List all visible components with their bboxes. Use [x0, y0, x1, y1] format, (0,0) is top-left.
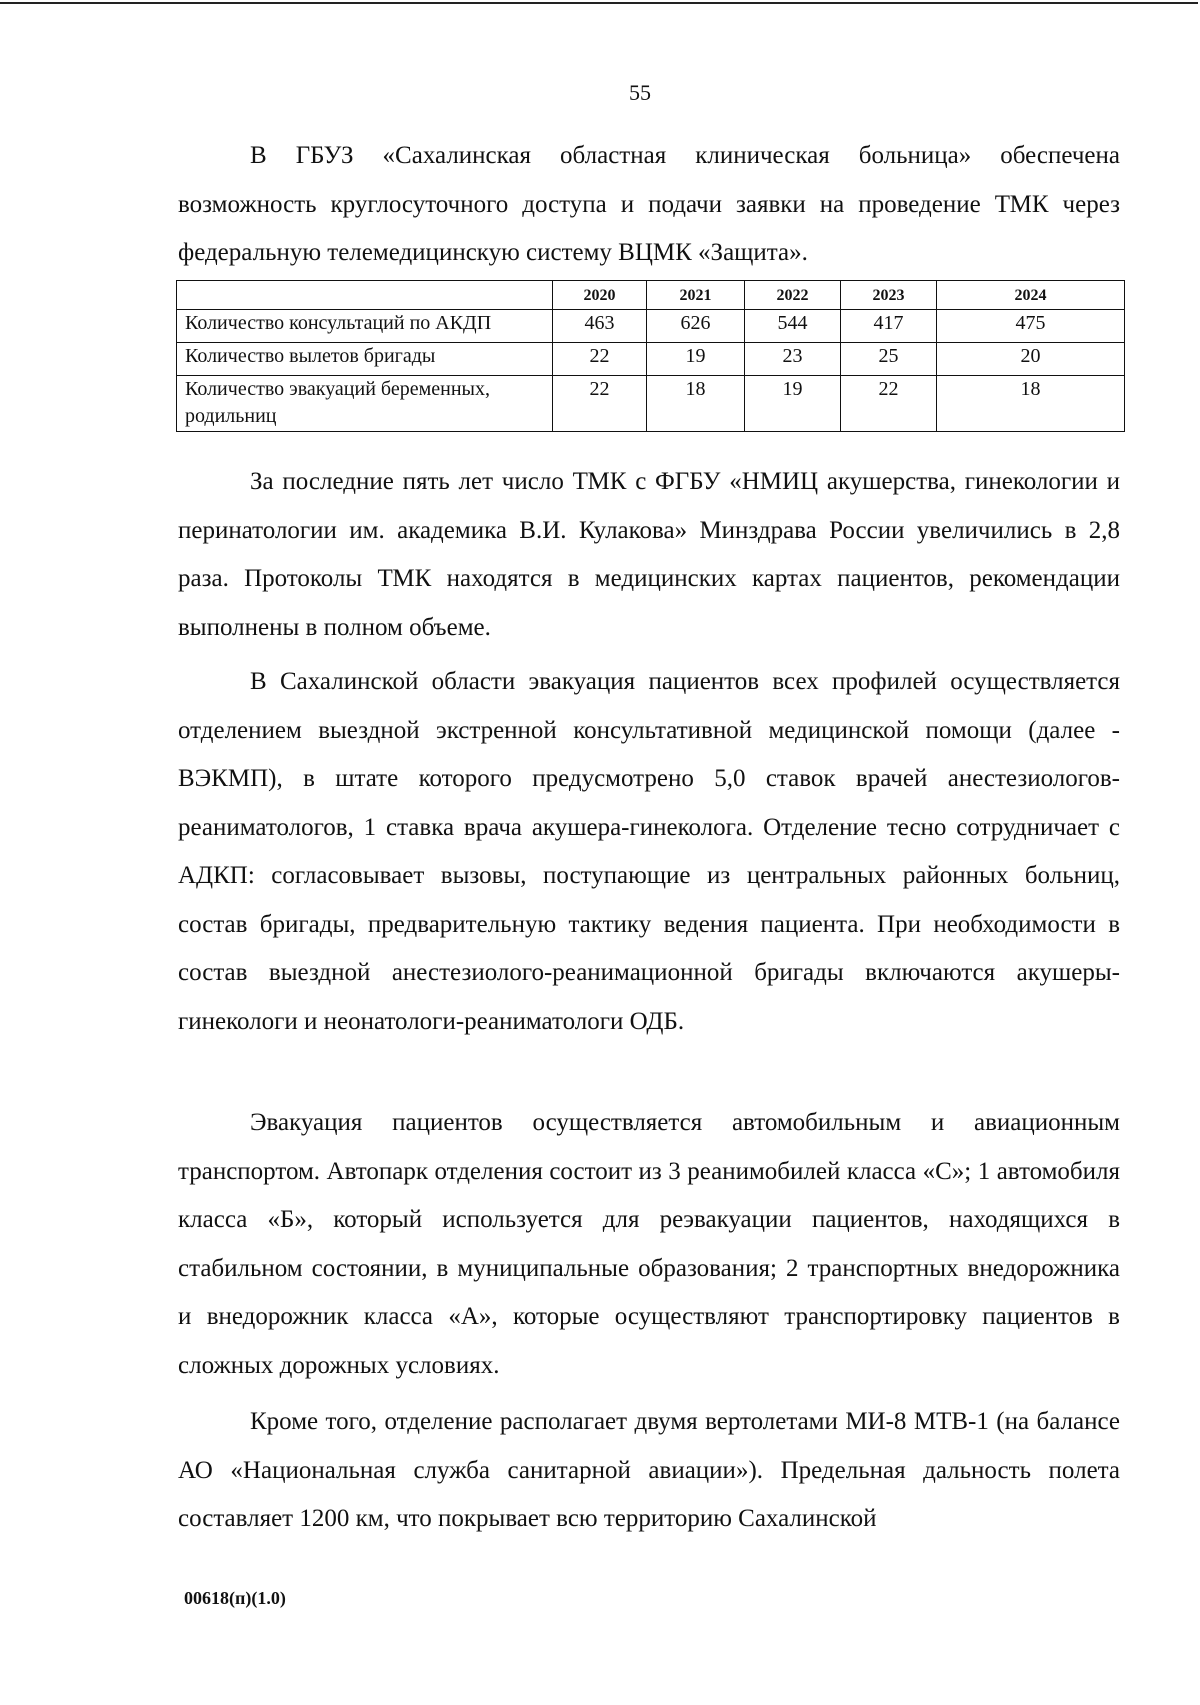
table-cell: 23	[745, 343, 841, 376]
table-cell: 417	[841, 310, 937, 343]
table-row	[177, 343, 1125, 376]
table-cell: 544	[745, 310, 841, 343]
table-header-cell: 2023	[841, 281, 937, 310]
table-header-cell: 2021	[647, 281, 745, 310]
statistics-table	[176, 280, 1125, 432]
page-number: 55	[629, 80, 651, 105]
table-cell: 25	[841, 343, 937, 376]
table-cell: 20	[937, 343, 1125, 376]
table-header-cell: 2022	[745, 281, 841, 310]
paragraph-vekmp-department: В Сахалинской области эвакуация пациентов всех профилей осуществляется отделением выездной экстренной консультативной медицинской помощи (далее - ВЭКМП), в штате которого предусмотрено 5,0 ставок врачей анестезиологов-реаниматологов, 1 ставка врача акушера-гинеколога. Отделение тесно сотрудничает с АДКП: согласовывает вызовы, поступающие из центральных районных больниц, состав бригады, предварительную тактику ведения пациента. При необходимости в состав выездной анестезиолого-реанимационной бригады включаются акушеры-гинекологи и неонатологи-реаниматологи ОДБ.	[178, 668, 1120, 1035]
table-cell: 19	[647, 343, 745, 376]
paragraph-helicopters: Кроме того, отделение располагает двумя вертолетами МИ-8 МТВ-1 (на балансе АО «Национальная служба санитарной авиации»). Предельная дальность полета составляет 1200 км, что покрывает всю территорию Сахалинской	[178, 1408, 1120, 1532]
table-header-row	[177, 281, 1125, 310]
table-cell: 475	[937, 310, 1125, 343]
row-label: Количество консультаций по АКДП	[177, 310, 553, 343]
paragraph-tmk-access: В ГБУЗ «Сахалинская областная клиническая больница» обеспечена возможность круглосуточного доступа и подачи заявки на проведение ТМК через федеральную телемедицинскую систему ВЦМК «Защита».	[178, 142, 1120, 266]
row-label: Количество вылетов бригады	[177, 343, 553, 376]
table-header-cell: 2024	[937, 281, 1125, 310]
table-header-cell: 2020	[553, 281, 647, 310]
document-code: 00618(п)(1.0)	[184, 1588, 286, 1608]
table-cell: 626	[647, 310, 745, 343]
table-cell: 463	[553, 310, 647, 343]
table-row	[177, 376, 1125, 432]
table-cell: 19	[745, 376, 841, 432]
paragraph-tmk-growth: За последние пять лет число ТМК с ФГБУ «НМИЦ акушерства, гинекологии и перинатологии им. академика В.И. Кулакова» Минздрава России увеличились в 2,8 раза. Протоколы ТМК находятся в медицинских картах пациентов, рекомендации выполнены в полном объеме.	[178, 468, 1120, 641]
paragraph-evacuation-transport: Эвакуация пациентов осуществляется автомобильным и авиационным транспортом. Автопарк отделения состоит из 3 реанимобилей класса «С»; 1 автомобиля класса «Б», который используется для реэвакуации пациентов, находящихся в стабильном состоянии, в муниципальные образования; 2 транспортных внедорожника и внедорожник класса «А», которые осуществляют транспортировку пациентов в сложных дорожных условиях.	[178, 1109, 1120, 1379]
table-cell: 18	[647, 376, 745, 432]
table-cell: 18	[937, 376, 1125, 432]
top-border-line	[0, 2, 1198, 4]
table-header-cell	[177, 281, 553, 310]
table-cell: 22	[841, 376, 937, 432]
table-row	[177, 310, 1125, 343]
table-cell: 22	[553, 343, 647, 376]
table-cell: 22	[553, 376, 647, 432]
row-label: Количество эвакуаций беременных, родильниц	[177, 376, 553, 432]
